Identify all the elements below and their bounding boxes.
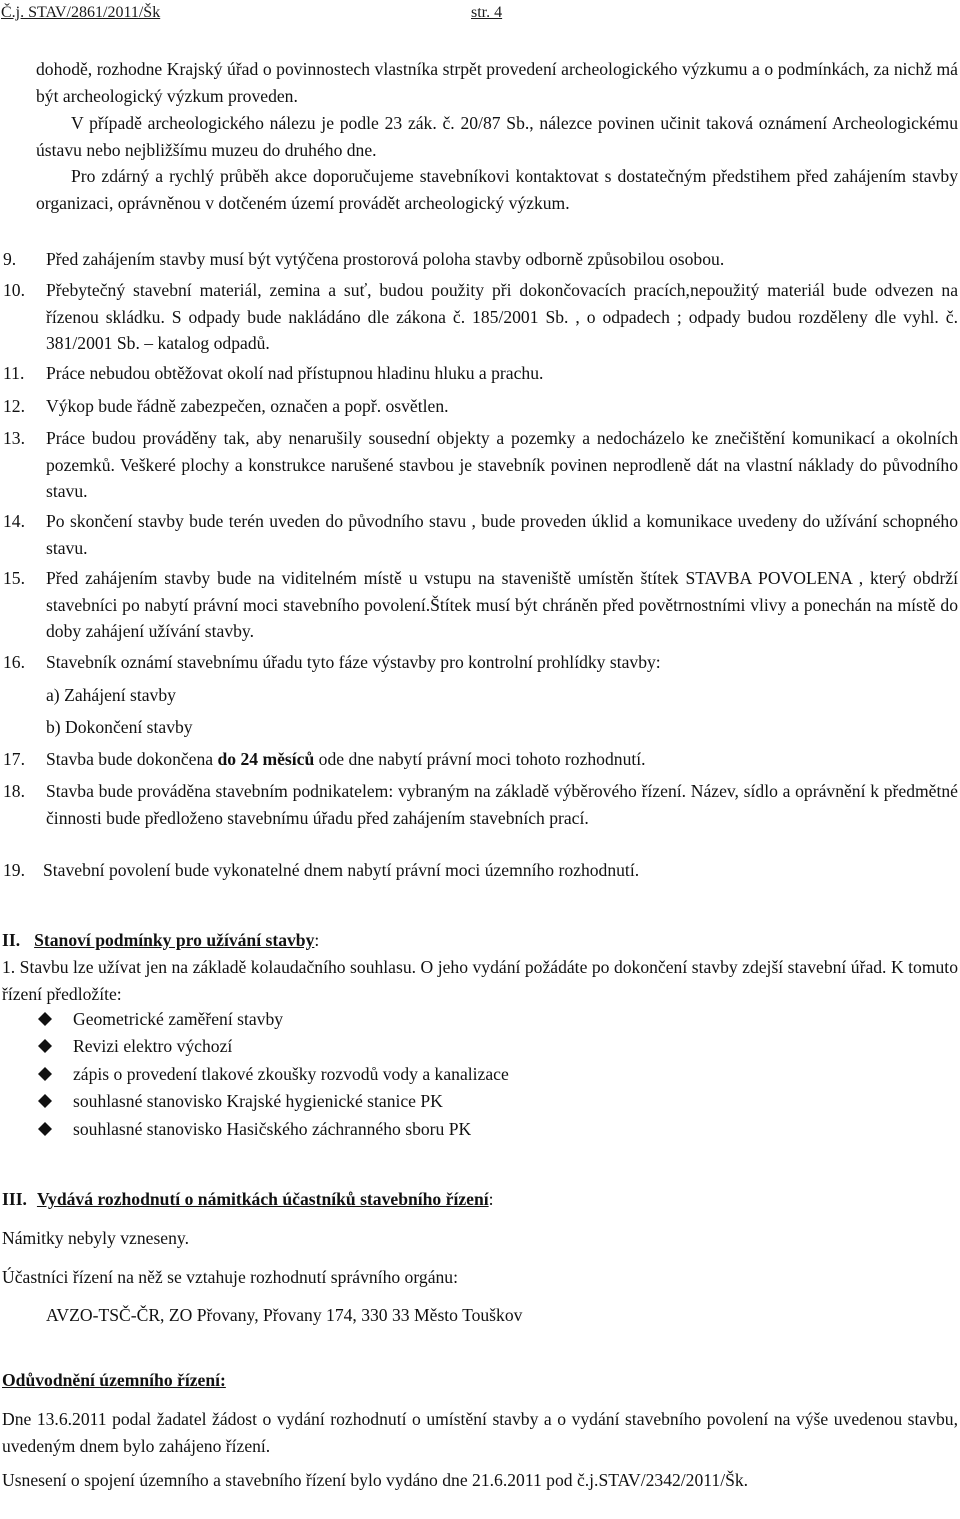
condition-number: 14. — [3, 511, 25, 531]
reference-number: Č.j. STAV/2861/2011/Šk — [1, 4, 161, 21]
condition-text: Stavebník oznámí stavebnímu úřadu tyto fáze výstavby pro kontrolní prohlídky stavby: — [46, 652, 661, 672]
bullet-item: Geometrické zaměření stavby — [73, 1009, 284, 1029]
bullet-item: souhlasné stanovisko Hasičského záchranného sboru PK — [73, 1119, 472, 1139]
condition-text: Stavba bude prováděna stavebním podnikatelem: vybraným na základě výběrového řízení. Název, sídlo a oprávnění k předmětné činnosti bude předloženo stavebnímu úřadu před zahájením stavebních prací. — [46, 781, 958, 828]
condition-number: 16. — [3, 652, 25, 672]
objections-text: Námitky nebyly vzneseny. — [2, 1228, 189, 1248]
condition-text: Výkop bude řádně zabezpečen, označen a popř. osvětlen. — [46, 396, 449, 416]
diamond-bullet-icon — [38, 1122, 52, 1136]
section-2-item-1: 1. Stavbu lze užívat jen na základě kolaudačního souhlasu. O jeho vydání požádáte po dokončení stavby zdejší stavební úřad. K tomuto řízení předložíte: — [2, 957, 958, 1004]
condition-number: 19. — [3, 860, 25, 880]
condition-text-post: ode dne nabytí právní moci tohoto rozhodnutí. — [314, 749, 646, 769]
condition-number: 18. — [3, 781, 25, 801]
section-2-colon: : — [314, 930, 320, 950]
intro-paragraph-3-text: Pro zdárný a rychlý průběh akce doporučujeme stavebníkovi kontaktovat s dostatečným předstihem před zahájením stavby organizaci, oprávněnou v dotčeném území provádět archeologický výzkum. — [36, 166, 958, 213]
participants-label: Účastníci řízení na něž se vztahuje rozhodnutí správního orgánu: — [2, 1267, 458, 1287]
phase-completion: b) Dokončení stavby — [46, 717, 193, 737]
section-3-heading — [2, 1186, 494, 1213]
diamond-bullet-icon — [38, 1012, 52, 1026]
bullet-item: zápis o provedení tlakové zkoušky rozvodů vody a kanalizace — [73, 1064, 509, 1084]
condition-number: 9. — [3, 249, 17, 269]
condition-text: Práce budou prováděny tak, aby nenarušily sousední objekty a pozemky a nedocházelo ke znečištění komunikací a okolních pozemků. Veškeré plochy a konstrukce narušené stavbou je stavebník povinen neprodleně dát na vlastní náklady do původního stavu. — [46, 428, 958, 501]
section-2-number: II. — [2, 930, 21, 950]
page-number: str. 4 — [471, 4, 503, 21]
bullet-item: Revizi elektro výchozí — [73, 1036, 233, 1056]
intro-paragraph-2 — [36, 110, 958, 163]
condition-text: Stavební povolení bude vykonatelné dnem nabytí právní moci územního rozhodnutí. — [43, 860, 640, 880]
condition-text: Práce nebudou obtěžovat okolí nad přístupnou hladinu hluku a prachu. — [46, 363, 544, 383]
section-3-number: III. — [2, 1189, 27, 1209]
diamond-bullet-icon — [38, 1094, 52, 1108]
condition-number: 15. — [3, 568, 25, 588]
participant-entry: AVZO-TSČ-ČR, ZO Přovany, Přovany 174, 330 33 Město Touškov — [46, 1305, 523, 1325]
justification-heading: Odůvodnění územního řízení: — [2, 1370, 226, 1390]
condition-text-pre: Stavba bude dokončena — [46, 749, 218, 769]
diamond-bullet-icon — [38, 1039, 52, 1053]
condition-text — [46, 746, 958, 773]
bullet-item: souhlasné stanovisko Krajské hygienické stanice PK — [73, 1091, 443, 1111]
justification-paragraph-1: Dne 13.6.2011 podal žadatel žádost o vydání rozhodnutí o umístění stavby a o vydání stavebního povolení na výše uvedenou stavbu, uvedeným dnem bylo zahájeno řízení. — [2, 1409, 958, 1456]
intro-paragraph-3 — [36, 163, 958, 216]
section-2-heading — [2, 927, 319, 954]
condition-text: Před zahájením stavby bude na viditelném místě u vstupu na staveniště umístěn štítek STAVBA POVOLENA , který obdrží stavebníci po nabytí právní moci stavebního povolení.Štítek musí být chráněn před povětrnostními vlivy a ponechán na místě do doby zahájení užívání stavby. — [46, 568, 958, 641]
condition-number: 10. — [3, 280, 25, 300]
condition-number: 11. — [3, 363, 25, 383]
phase-start: a) Zahájení stavby — [46, 685, 176, 705]
section-3-colon: : — [488, 1189, 494, 1209]
condition-text: Po skončení stavby bude terén uveden do původního stavu , bude proveden úklid a komunikace uvedeny do užívání schopného stavu. — [46, 511, 958, 558]
condition-text: Před zahájením stavby musí být vytýčena prostorová poloha stavby odborně způsobilou osobou. — [46, 249, 725, 269]
section-2-title: Stanoví podmínky pro užívání stavby — [34, 930, 315, 950]
condition-number: 12. — [3, 396, 25, 416]
section-3-title: Vydává rozhodnutí o námitkách účastníků stavebního řízení — [36, 1189, 489, 1209]
condition-number: 13. — [3, 428, 25, 448]
deadline-emphasis: do 24 měsíců — [217, 749, 315, 769]
condition-text: Přebytečný stavební materiál, zemina a suť, budou použity při dokončovacích pracích,nepoužitý materiál bude odvezen na řízenou skládku. S odpady bude nakládáno dle zákona č. 185/2001 Sb. , o odpadech ; odpady budou rozděleny dle vyhl. č. 381/2001 Sb. – katalog odpadů. — [46, 280, 958, 353]
intro-paragraph-1: dohodě, rozhodne Krajský úřad o povinnostech vlastníka strpět provedení archeologického výzkumu a o podmínkách, za nichž má být archeologický výzkum proveden. — [36, 59, 958, 106]
condition-number: 17. — [3, 749, 25, 769]
diamond-bullet-icon — [38, 1067, 52, 1081]
justification-paragraph-2: Usnesení o spojení územního a stavebního řízení bylo vydáno dne 21.6.2011 pod č.j.STAV/2342/2011/Šk. — [2, 1470, 749, 1490]
intro-paragraph-2-text: V případě archeologického nálezu je podle 23 zák. č. 20/87 Sb., nálezce povinen učinit taková oznámení Archeologickému ústavu nebo nejbližšímu muzeu do druhého dne. — [36, 113, 958, 160]
